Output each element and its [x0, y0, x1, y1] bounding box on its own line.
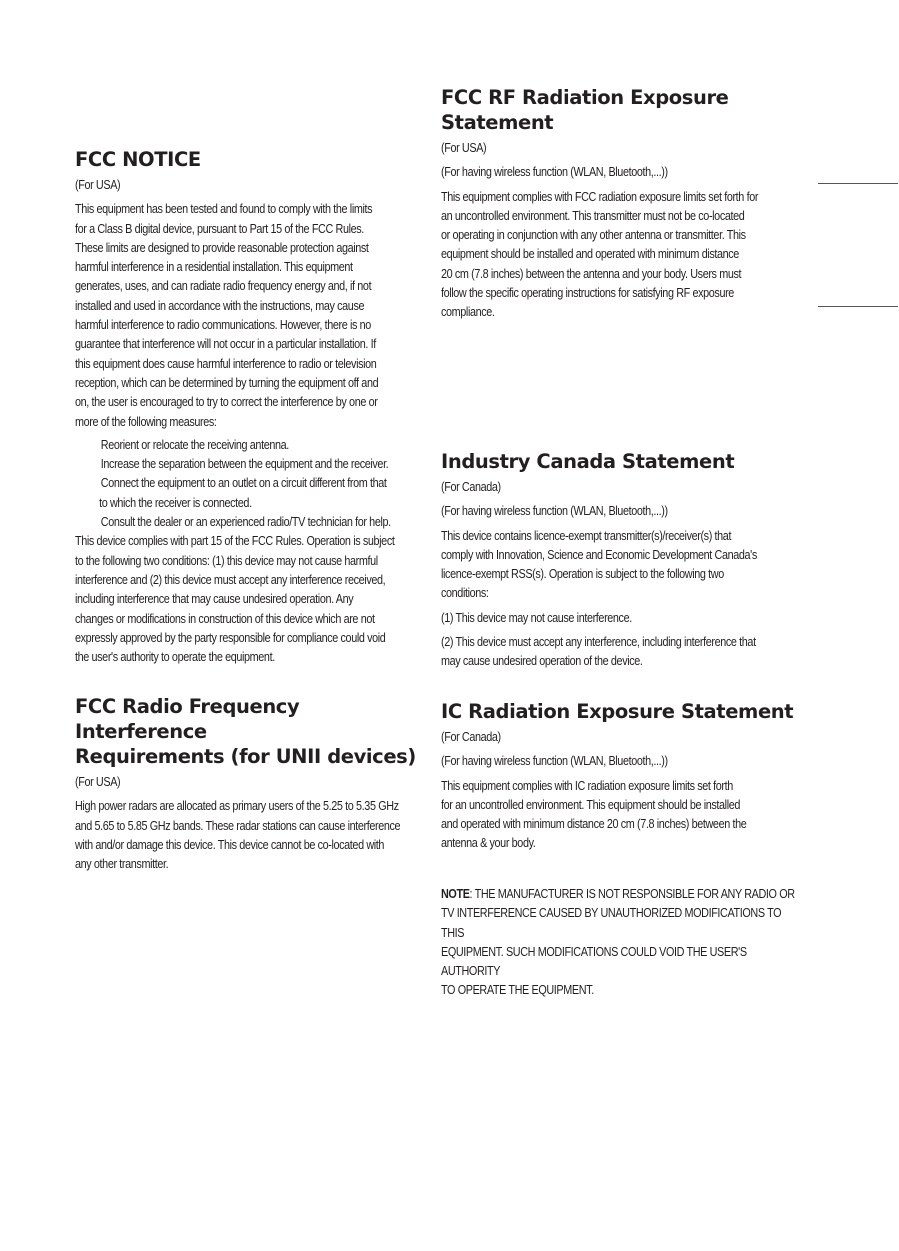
fcc-rf-exposure-region: (For USA) — [441, 141, 487, 155]
text-line: This equipment has been tested and found to comply with the limits — [75, 202, 373, 217]
ic-radiation-region: (For Canada) — [441, 730, 501, 744]
text-line: to the following two conditions: (1) this device may not cause harmful — [75, 553, 378, 568]
text-line: compliance. — [441, 305, 495, 320]
ic-radiation-title: IC Radiation Exposure Statement — [441, 700, 794, 723]
industry-canada-scope: (For having wireless function (WLAN, Bluetooth,...)) — [441, 504, 668, 519]
fcc-notice-title: FCC NOTICE — [75, 148, 201, 171]
text-line: the user's authority to operate the equipment. — [75, 650, 275, 665]
measure-item: Consult the dealer or an experienced radio/TV technician for help. — [100, 515, 391, 530]
fcc-unii-title-line-1: FCC Radio Frequency Interference — [75, 695, 300, 743]
text-line: 20 cm (7.8 inches) between the antenna and your body. Users must — [441, 266, 742, 281]
note-label: NOTE — [441, 887, 470, 901]
fcc-notice-section — [75, 147, 435, 667]
note-line-1 — [441, 885, 800, 904]
text-line: or operating in conjunction with any other antenna or transmitter. This — [441, 228, 746, 243]
text-line: and operated with minimum distance 20 cm (7.8 inches) between the — [441, 817, 747, 832]
text-line: on, the user is encouraged to try to correct the interference by one or — [75, 395, 378, 410]
fcc-notice-measures-list — [75, 436, 435, 532]
fcc-rf-exposure-body — [441, 188, 801, 323]
measure-item: Increase the separation between the equipment and the receiver. — [100, 457, 389, 472]
text-line: with and/or damage this device. This device cannot be co-located with — [75, 837, 385, 852]
text-line: equipment should be installed and operated with minimum distance — [441, 247, 739, 262]
text-line: an uncontrolled environment. This transmitter must not be co-located — [441, 208, 745, 223]
text-line: High power radars are allocated as primary users of the 5.25 to 5.35 GHz — [75, 799, 399, 814]
text-line: reception, which can be determined by turning the equipment off and — [75, 375, 379, 390]
text-line: This device complies with part 15 of the FCC Rules. Operation is subject — [75, 534, 395, 549]
text-line: This device contains licence-exempt transmitter(s)/receiver(s) that — [441, 528, 732, 543]
ic-radiation-body — [441, 777, 801, 854]
side-divider-bottom — [818, 306, 898, 307]
fcc-unii-region: (For USA) — [75, 775, 121, 789]
text-line: changes or modifications in construction of this device which are not — [75, 611, 375, 626]
industry-canada-condition-2 — [441, 633, 801, 672]
note-text: : THE MANUFACTURER IS NOT RESPONSIBLE FOR ANY RADIO OR — [469, 887, 795, 901]
fcc-unii-body — [75, 797, 435, 874]
fcc-unii-title-line-2: Requirements (for UNII devices) — [75, 745, 416, 768]
industry-canada-region: (For Canada) — [441, 480, 501, 494]
text-line: comply with Innovation, Science and Economic Development Canada's — [441, 547, 757, 562]
text-line: antenna & your body. — [441, 836, 536, 851]
text-line: expressly approved by the party responsible for compliance could void — [75, 630, 386, 645]
text-line: any other transmitter. — [75, 857, 169, 872]
text-line: interference and (2) this device must accept any interference received, — [75, 572, 386, 587]
text-line: conditions: — [441, 586, 489, 601]
fcc-notice-paragraph-2 — [75, 532, 435, 667]
side-divider-top — [818, 183, 898, 184]
note-line: TO OPERATE THE EQUIPMENT. — [441, 983, 594, 998]
text-line: harmful interference to radio communications. However, there is no — [75, 318, 371, 333]
text-line: (2) This device must accept any interference, including interference that — [441, 635, 756, 650]
text-line: and 5.65 to 5.85 GHz bands. These radar stations can cause interference — [75, 818, 401, 833]
text-line: for a Class B digital device, pursuant to Part 15 of the FCC Rules. — [75, 221, 364, 236]
note-line: EQUIPMENT. SUCH MODIFICATIONS COULD VOID THE USER'S AUTHORITY — [441, 944, 747, 979]
text-line: These limits are designed to provide reasonable protection against — [75, 240, 369, 255]
ic-radiation-section — [441, 699, 801, 854]
manufacturer-note — [441, 885, 801, 1001]
text-line: for an uncontrolled environment. This equipment should be installed — [441, 797, 740, 812]
fcc-rf-exposure-section — [441, 85, 801, 323]
text-line: licence-exempt RSS(s). Operation is subject to the following two — [441, 567, 724, 582]
fcc-rf-exposure-title-line-2: Statement — [441, 111, 554, 134]
text-line: generates, uses, and can radiate radio frequency energy and, if not — [75, 279, 372, 294]
text-line: more of the following measures: — [75, 414, 217, 429]
fcc-rf-exposure-title-line-1: FCC RF Radiation Exposure — [441, 86, 729, 109]
industry-canada-body — [441, 527, 801, 604]
fcc-notice-region: (For USA) — [75, 178, 121, 192]
text-line: follow the specific operating instructions for satisfying RF exposure — [441, 286, 734, 301]
text-line: guarantee that interference will not occur in a particular installation. If — [75, 337, 376, 352]
text-line: This equipment complies with FCC radiation exposure limits set forth for — [441, 189, 759, 204]
industry-canada-title: Industry Canada Statement — [441, 450, 735, 473]
fcc-rf-exposure-scope: (For having wireless function (WLAN, Bluetooth,...)) — [441, 165, 668, 180]
text-line: this equipment does cause harmful interference to radio or television — [75, 356, 377, 371]
note-line: TV INTERFERENCE CAUSED BY UNAUTHORIZED MODIFICATIONS TO THIS — [441, 906, 782, 940]
ic-radiation-scope: (For having wireless function (WLAN, Bluetooth,...)) — [441, 754, 668, 769]
industry-canada-condition-1: (1) This device may not cause interference. — [441, 610, 632, 625]
fcc-unii-section — [75, 694, 435, 874]
measure-item: Reorient or relocate the receiving antenna. — [100, 437, 289, 452]
text-line: installed and used in accordance with the instructions, may cause — [75, 298, 365, 313]
industry-canada-section — [441, 449, 801, 672]
measure-item-continuation: to which the receiver is connected. — [99, 495, 252, 510]
text-line: including interference that may cause undesired operation. Any — [75, 592, 354, 607]
measure-item: Connect the equipment to an outlet on a circuit different from that — [100, 476, 387, 491]
text-line: harmful interference in a residential installation. This equipment — [75, 260, 353, 275]
text-line: This equipment complies with IC radiation exposure limits set forth — [441, 778, 733, 793]
text-line: may cause undesired operation of the device. — [441, 654, 643, 669]
fcc-notice-paragraph-1 — [75, 200, 435, 432]
